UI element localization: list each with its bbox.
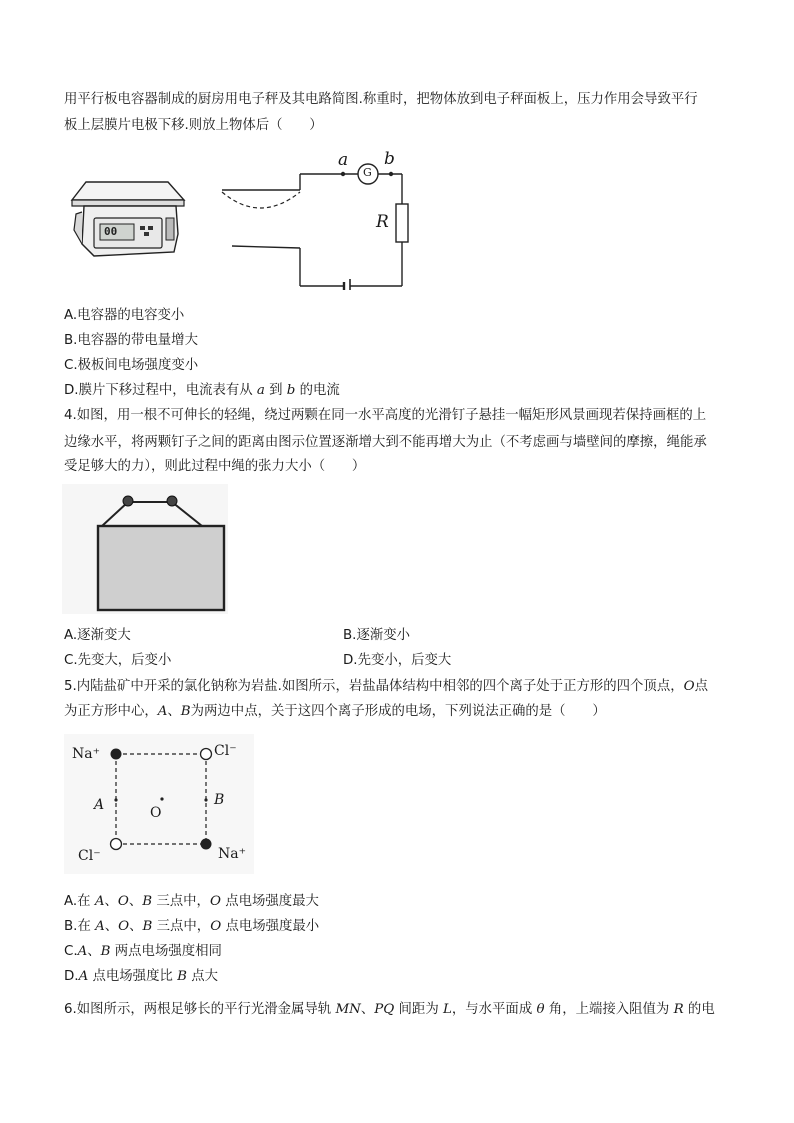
nail-right xyxy=(167,496,177,506)
q5-stem-line2: 为正方形中心，A、B为两边中点，关于这四个离子形成的电场，下列说法正确的是（ ） xyxy=(64,704,606,719)
na-ion-bottom-right xyxy=(201,839,212,850)
terminal-b-dot xyxy=(389,172,393,176)
q3-option-b: B.电容器的带电量增大 xyxy=(64,333,198,348)
q4-stem-line2: 边缘水平，将两颗钉子之间的距离由图示位置逐渐增大到不能再增大为止（不考虑画与墙壁间的摩擦，绳能承 xyxy=(64,435,707,450)
label-resistor-r: R xyxy=(376,212,389,232)
q4-option-c: C.先变大，后变小 xyxy=(64,653,172,668)
hanging-picture-figure xyxy=(62,484,228,614)
label-cl-top-right: Cl⁻ xyxy=(214,743,237,759)
scale-display-text: 00 xyxy=(104,225,118,238)
q5-option-a: A.在 A、O、B 三点中，O 点电场强度最大 xyxy=(64,894,319,909)
label-na-top-left: Na⁺ xyxy=(72,746,100,762)
label-point-a: A xyxy=(94,797,105,813)
label-cl-bottom-left: Cl⁻ xyxy=(78,848,101,864)
nail-left xyxy=(123,496,133,506)
terminal-a-dot xyxy=(341,172,345,176)
deformed-membrane-dashed xyxy=(222,192,300,208)
lower-plate xyxy=(232,246,300,248)
q6-stem-line1: 6.如图所示，两根足够长的平行光滑金属导轨 MN、PQ 间距为 L，与水平面成 θ 角，上端接入阻值为 R 的电 xyxy=(64,1002,715,1017)
q4-option-b: B.逐渐变小 xyxy=(343,628,411,643)
label-galvanometer: G xyxy=(363,166,372,179)
point-a-dot xyxy=(114,798,117,801)
picture-frame xyxy=(98,526,224,610)
q3-stem-line2: 板上层膜片电极下移.则放上物体后（ ） xyxy=(64,118,323,133)
q3-option-c: C.极板间电场强度变小 xyxy=(64,358,199,373)
q3-option-a: A.电容器的电容变小 xyxy=(64,308,185,323)
label-point-o: O xyxy=(150,805,162,821)
q5-option-d: D.A 点电场强度比 B 点大 xyxy=(64,969,218,984)
cl-ion-bottom-left xyxy=(111,839,122,850)
q5-option-b: B.在 A、O、B 三点中，O 点电场强度最小 xyxy=(64,919,320,934)
electronic-scale-image xyxy=(66,174,194,270)
q4-option-d: D.先变小，后变大 xyxy=(343,653,452,668)
q3-option-d: D.膜片下移过程中，电流表有从 a 到 b 的电流 xyxy=(64,383,340,398)
q3-stem-line1: 用平行板电容器制成的厨房用电子秤及其电路简图.称重时，把物体放到电子秤面板上，压力作用会导致平行 xyxy=(64,92,698,107)
label-a: a xyxy=(338,150,349,170)
resistor-r xyxy=(396,204,408,242)
q5-stem-line1: 5.内陆盐矿中开采的氯化钠称为岩盐.如图所示，岩盐晶体结构中相邻的四个离子处于正方形的四个顶点，O点 xyxy=(64,679,708,694)
cl-ion-top-right xyxy=(201,749,212,760)
label-point-b: B xyxy=(214,792,225,808)
q5-option-c: C.A、B 两点电场强度相同 xyxy=(64,944,222,959)
point-b-dot xyxy=(204,798,207,801)
q4-stem-line1: 4.如图，用一根不可伸长的轻绳，绕过两颗在同一水平高度的光滑钉子悬挂一幅矩形风景画现若保持画框的上 xyxy=(64,408,707,423)
label-na-bottom-right: Na⁺ xyxy=(218,846,246,862)
point-o-dot xyxy=(160,797,163,800)
label-b: b xyxy=(384,149,395,169)
q4-option-a: A.逐渐变大 xyxy=(64,628,131,643)
q4-stem-line3: 受足够大的力），则此过程中绳的张力大小（ ） xyxy=(64,459,366,474)
na-ion-top-left xyxy=(111,749,122,760)
